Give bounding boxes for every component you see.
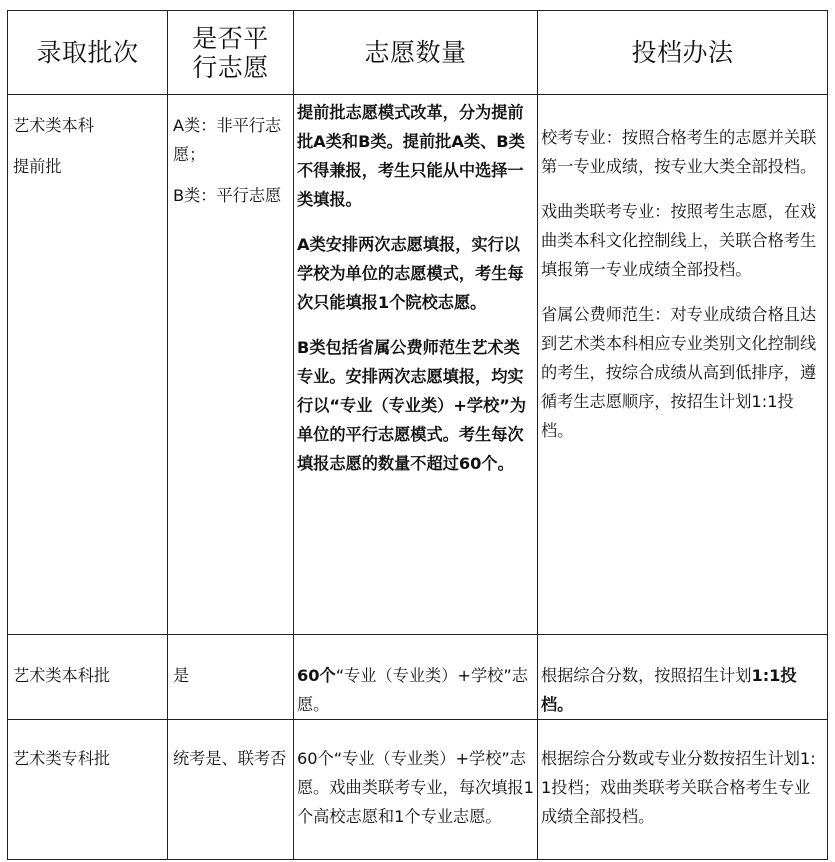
cell-batch — [8, 635, 168, 720]
quantity-paragraph: A类安排两次志愿填报，实行以学校为单位的志愿模式，考生每次只能填报1个院校志愿。 — [297, 235, 524, 312]
batch-name: 艺术类本科批 — [13, 666, 111, 685]
parallel-value: 是 — [173, 666, 190, 685]
parallel-value: 统考是、联考否 — [173, 749, 287, 768]
table-header-row — [8, 11, 828, 95]
admission-batch-table — [7, 10, 828, 860]
method-ratio: 1:1投档。 — [541, 666, 797, 714]
quantity-paragraph: B类包括省属公费师范生艺术类专业。安排两次志愿填报，均实行以“专业（专业类）+学校”为单位的平行志愿模式。考生每次填报志愿的数量不超过60个。 — [297, 338, 527, 473]
cell-batch — [8, 720, 168, 860]
cell-quantity — [294, 720, 538, 860]
table-row-art-college — [8, 720, 828, 860]
method-paragraph: 省属公费师范生：对专业成绩合格且达到艺术类本科相应专业类别文化控制线的考生，按综合成绩从高到低排序，遵循考生志愿顺序，按招生计划1:1投档。 — [541, 305, 817, 440]
cell-method — [538, 95, 828, 635]
method-text: 根据综合分数，按照招生计划 — [541, 666, 752, 685]
method-paragraph: 校考专业：按照合格考生的志愿并关联第一专业成绩，按专业大类全部投档。 — [541, 128, 817, 176]
table-row-art-undergrad — [8, 635, 828, 720]
batch-name-line1: 艺术类本科 — [13, 116, 94, 135]
cell-quantity — [294, 635, 538, 720]
header-method: 投档办法 — [538, 11, 828, 95]
header-parallel: 是否平行志愿 — [168, 11, 294, 95]
batch-name: 艺术类专科批 — [13, 749, 111, 768]
header-batch: 录取批次 — [8, 11, 168, 95]
method-paragraph: 戏曲类联考专业：按照考生志愿，在戏曲类本科文化控制线上，关联合格考生填报第一专业成绩全部投档。 — [541, 202, 817, 279]
table-row-art-undergrad-early — [8, 95, 828, 635]
cell-parallel — [168, 95, 294, 635]
cell-parallel — [168, 635, 294, 720]
admission-table-container — [7, 10, 827, 858]
cell-batch — [8, 95, 168, 635]
quantity-description: “专业（专业类）+学校”志愿。 — [297, 666, 528, 714]
parallel-type-b: B类：平行志愿 — [173, 186, 282, 205]
cell-method — [538, 635, 828, 720]
cell-method — [538, 720, 828, 860]
header-quantity: 志愿数量 — [294, 11, 538, 95]
cell-parallel — [168, 720, 294, 860]
quantity-text: 60个“专业（专业类）+学校”志愿。戏曲类联考专业，每次填报1个高校志愿和1个专业志愿。 — [297, 749, 534, 826]
method-text: 根据综合分数或专业分数按招生计划1:1投档；戏曲类联考关联合格考生专业成绩全部投档。 — [541, 749, 816, 826]
parallel-type-a: A类：非平行志愿； — [173, 116, 282, 164]
batch-name-line2: 提前批 — [13, 157, 62, 176]
cell-quantity — [294, 95, 538, 635]
quantity-count: 60个 — [297, 666, 336, 685]
quantity-paragraph: 提前批志愿模式改革，分为提前批A类和B类。提前批A类、B类不得兼报，考生只能从中选择一类填报。 — [297, 103, 525, 209]
